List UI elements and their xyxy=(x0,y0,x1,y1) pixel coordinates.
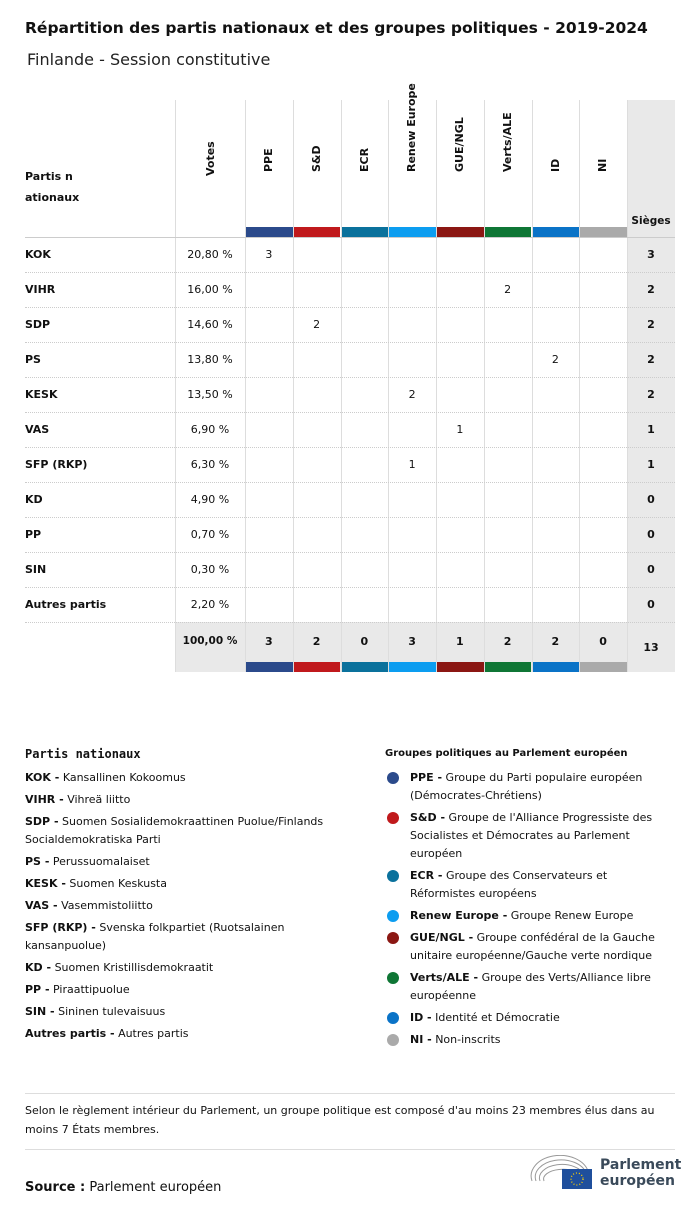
legend-parties-list xyxy=(25,769,355,1043)
group-color-bar-bottom xyxy=(580,662,627,672)
legend-parties xyxy=(25,745,355,1047)
total-group-seats: 2 xyxy=(312,634,321,648)
legend-party-abbr: SDP - xyxy=(25,815,59,828)
party-name: VAS xyxy=(25,423,50,436)
legend-party-name: Piraattipuolue xyxy=(53,983,130,996)
header-group-0: PPE xyxy=(262,148,275,172)
votes-value: 16,00 % xyxy=(187,283,233,296)
group-color-bar-top xyxy=(580,227,627,237)
group-color-bar-bottom xyxy=(389,662,436,672)
total-votes: 100,00 % xyxy=(182,635,238,647)
legend-group-name: Non-inscrits xyxy=(435,1033,501,1046)
source xyxy=(25,1180,221,1195)
legend-party-name: Suomen Keskusta xyxy=(69,877,167,890)
legend-group-item xyxy=(385,809,675,863)
group-color-dot-icon xyxy=(387,932,399,944)
total-group-seats: 0 xyxy=(360,634,369,648)
group-color-bar-top xyxy=(437,227,484,237)
legend-party-abbr: SFP (RKP) - xyxy=(25,921,96,934)
legend-group-abbr: ECR - xyxy=(410,869,443,882)
header-group-3: Renew Europe xyxy=(405,83,419,172)
legend-group-name: Groupe confédéral de la Gauche unitaire européenne/Gauche verte nordique xyxy=(410,931,655,962)
party-name: KD xyxy=(25,493,43,506)
legend-party-abbr: KESK - xyxy=(25,877,66,890)
legend-party-name: Vihreä liitto xyxy=(67,793,131,806)
votes-value: 0,30 % xyxy=(190,563,230,576)
legend-party-abbr: VIHR - xyxy=(25,793,64,806)
legend-group-abbr: Renew Europe - xyxy=(410,909,508,922)
group-color-dot-icon xyxy=(387,1034,399,1046)
legend-party-item xyxy=(25,919,355,955)
total-group-seats: 3 xyxy=(265,634,273,648)
legend-group-item xyxy=(385,769,675,805)
header-votes: Votes xyxy=(204,141,217,176)
legend-group-abbr: Verts/ALE - xyxy=(410,971,479,984)
header-seats: Sièges xyxy=(631,215,671,227)
seats-value: 0 xyxy=(647,598,655,611)
party-name: VIHR xyxy=(25,283,56,296)
group-seat-value: 1 xyxy=(408,458,416,471)
group-color-bar-bottom xyxy=(437,662,484,672)
legend-party-item xyxy=(25,813,355,849)
group-seat-value: 2 xyxy=(408,388,416,401)
group-color-bar-bottom xyxy=(342,662,389,672)
legend-group-name: Groupe du Parti populaire européen (Démocrates-Chrétiens) xyxy=(410,771,643,802)
legend-party-item xyxy=(25,981,355,999)
votes-value: 2,20 % xyxy=(190,598,230,611)
seats-value: 2 xyxy=(647,353,655,366)
votes-value: 6,30 % xyxy=(190,458,230,471)
votes-value: 20,80 % xyxy=(187,248,233,261)
legend-party-item xyxy=(25,791,355,809)
legend-party-item xyxy=(25,769,355,787)
legend-party-name: Sininen tulevaisuus xyxy=(58,1005,166,1018)
legend-group-abbr: NI - xyxy=(410,1033,432,1046)
legend-group-name: Groupe des Verts/Alliance libre européenne xyxy=(410,971,651,1002)
group-color-bar-top xyxy=(389,227,436,237)
legend-group-item xyxy=(385,867,675,903)
seats-value: 1 xyxy=(647,423,655,436)
legend-party-abbr: Autres partis - xyxy=(25,1027,115,1040)
legend-group-abbr: GUE/NGL - xyxy=(410,931,474,944)
header-group-2: ECR xyxy=(357,147,371,172)
header-group-5: Verts/ALE xyxy=(500,112,514,172)
logo-line-1: Parlement xyxy=(600,1157,682,1173)
party-name: SFP (RKP) xyxy=(25,458,88,471)
legend-group-item xyxy=(385,929,675,965)
legend-party-name: Perussuomalaiset xyxy=(52,855,150,868)
votes-value: 0,70 % xyxy=(190,528,230,541)
group-color-dot-icon xyxy=(387,870,399,882)
legend-party-name: Suomen Kristillisdemokraatit xyxy=(54,961,214,974)
seats-value: 1 xyxy=(647,458,655,471)
party-name: Autres partis xyxy=(25,598,107,611)
group-color-bar-top xyxy=(342,227,389,237)
legend-group-item xyxy=(385,969,675,1005)
header-group-7: NI xyxy=(596,158,610,172)
legend-groups-title: Groupes politiques au Parlement européen xyxy=(385,748,628,759)
seats-value: 2 xyxy=(647,283,655,296)
legend-group-name: Groupe Renew Europe xyxy=(510,909,634,922)
legend-party-abbr: PS - xyxy=(25,855,50,868)
legend-groups-list xyxy=(385,769,675,1049)
header-party: Partis nationaux xyxy=(25,170,80,204)
legend-party-item xyxy=(25,959,355,977)
legend-group-abbr: S&D - xyxy=(410,811,446,824)
legend-group-item xyxy=(385,1031,675,1049)
logo-line-2: européen xyxy=(600,1173,675,1189)
seats-value: 2 xyxy=(647,318,655,331)
header-group-4: GUE/NGL xyxy=(453,117,466,172)
party-name: PS xyxy=(25,353,41,366)
group-color-bar-bottom xyxy=(294,662,341,672)
legend-party-name: Suomen Sosialidemokraattinen Puolue/Finlands Socialdemokratiska Parti xyxy=(25,815,324,846)
total-group-seats: 3 xyxy=(408,634,416,648)
group-color-bar-top xyxy=(246,227,293,237)
legend-group-name: Groupe des Conservateurs et Réformistes européens xyxy=(410,869,608,900)
seats-value: 3 xyxy=(647,248,655,261)
legend-group-item xyxy=(385,907,675,925)
source-value: Parlement européen xyxy=(89,1180,222,1195)
legend-party-abbr: VAS - xyxy=(25,899,58,912)
group-seat-value: 3 xyxy=(265,248,273,261)
group-color-bar-top xyxy=(533,227,580,237)
legend-group-abbr: ID - xyxy=(410,1011,432,1024)
total-group-seats: 2 xyxy=(551,634,560,648)
ep-logo xyxy=(528,1155,681,1191)
group-seat-value: 1 xyxy=(456,423,464,436)
group-seat-value: 2 xyxy=(313,318,321,331)
legend-group-abbr: PPE - xyxy=(410,771,443,784)
seats-value: 0 xyxy=(647,493,655,506)
legend-party-item xyxy=(25,875,355,893)
party-name: SDP xyxy=(25,318,51,331)
legend-party-abbr: SIN - xyxy=(25,1005,55,1018)
party-name: SIN xyxy=(25,563,47,576)
legend-party-item xyxy=(25,897,355,915)
page-subtitle: Finlande - Session constitutive xyxy=(27,50,271,69)
parliament-hemicycle-icon xyxy=(528,1155,592,1191)
legend-party-abbr: PP - xyxy=(25,983,50,996)
group-seat-value: 2 xyxy=(504,283,512,296)
legend-party-item xyxy=(25,1025,355,1043)
group-color-bar-top xyxy=(485,227,532,237)
group-color-dot-icon xyxy=(387,910,399,922)
votes-value: 13,80 % xyxy=(187,353,233,366)
party-name: KOK xyxy=(25,248,51,261)
legend-groups xyxy=(385,745,675,1053)
legend-party-abbr: KD - xyxy=(25,961,52,974)
total-seats: 13 xyxy=(643,640,659,654)
party-name: PP xyxy=(25,528,42,541)
legend-group-name: Identité et Démocratie xyxy=(435,1011,560,1024)
party-name: KESK xyxy=(25,388,58,401)
header-group-6: ID xyxy=(548,158,562,172)
group-color-bar-bottom xyxy=(533,662,580,672)
total-group-seats: 1 xyxy=(456,634,464,648)
legend-party-name: Svenska folkpartiet (Ruotsalainen kansanpuolue) xyxy=(25,921,285,952)
legend-party-item xyxy=(25,853,355,871)
legend-party-name: Autres partis xyxy=(118,1027,189,1040)
group-color-dot-icon xyxy=(387,972,399,984)
group-color-dot-icon xyxy=(387,812,399,824)
votes-value: 14,60 % xyxy=(187,318,233,331)
legend-group-item xyxy=(385,1009,675,1027)
votes-value: 13,50 % xyxy=(187,388,233,401)
seats-value: 2 xyxy=(647,388,655,401)
page-title: Répartition des partis nationaux et des groupes politiques - 2019-2024 xyxy=(25,19,648,37)
group-color-dot-icon xyxy=(387,772,399,784)
footnote: Selon le règlement intérieur du Parlement, un groupe politique est composé d'au moins 23 membres élus dans au moins 7 États membres. xyxy=(25,1093,675,1150)
group-seat-value: 2 xyxy=(551,353,559,366)
votes-value: 4,90 % xyxy=(190,493,230,506)
legend-party-name: Vasemmistoliitto xyxy=(61,899,153,912)
legend-party-item xyxy=(25,1003,355,1021)
total-group-seats: 2 xyxy=(503,634,512,648)
total-group-seats: 0 xyxy=(599,634,607,648)
seats-value: 0 xyxy=(647,528,655,541)
group-color-bar-top xyxy=(294,227,341,237)
source-label: Source : xyxy=(25,1180,86,1195)
seats-value: 0 xyxy=(647,563,655,576)
legend-party-abbr: KOK - xyxy=(25,771,60,784)
legend-group-name: Groupe de l'Alliance Progressiste des Socialistes et Démocrates au Parlement européen xyxy=(410,811,653,860)
group-color-bar-bottom xyxy=(246,662,293,672)
votes-value: 6,90 % xyxy=(190,423,230,436)
legend-party-name: Kansallinen Kokoomus xyxy=(62,771,186,784)
group-color-bar-bottom xyxy=(485,662,532,672)
legend-parties-title: Partis nationaux xyxy=(25,747,141,761)
header-group-1: S&D xyxy=(309,145,323,172)
group-color-dot-icon xyxy=(387,1012,399,1024)
